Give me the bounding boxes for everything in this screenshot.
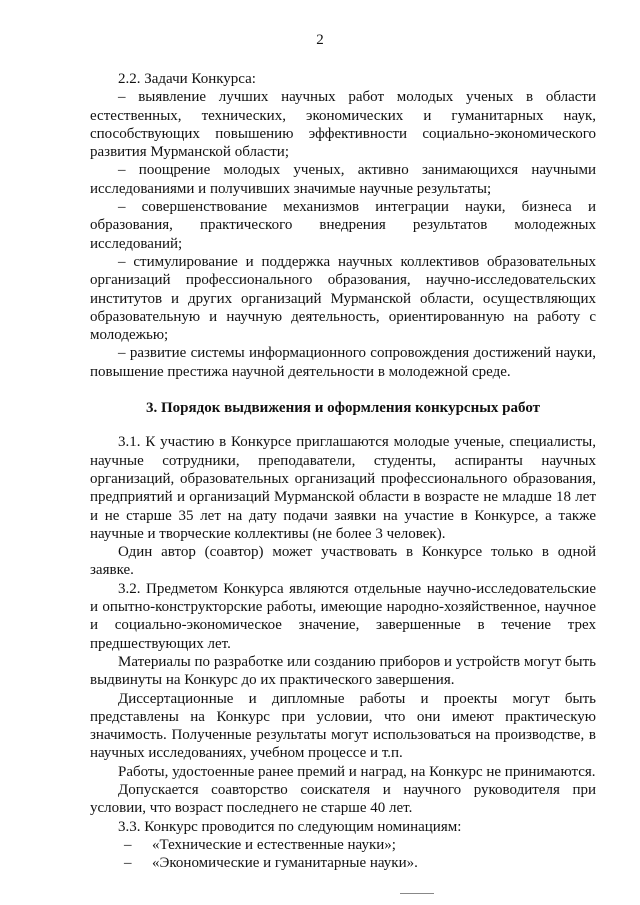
paragraph-materials: Материалы по разработке или созданию приборов и устройств могут быть выдвинуты на Конкурс до их практического завершения. — [90, 653, 596, 689]
footer-mark — [400, 893, 434, 894]
task-item: – стимулирование и поддержка научных коллективов образовательных организаций профессионального образования, научно-исследовательских институтов и других организаций Мурманской области, осуществляющих образовательную и научную деятельность, ориентированную на работу с молодежью; — [90, 253, 596, 344]
paragraph-3-1: 3.1. К участию в Конкурсе приглашаются молодые ученые, специалисты, научные сотрудники, преподаватели, студенты, аспиранты научных организаций, образовательных организаций профессионального образования, предприятий и организаций Мурманской области в возрасте не младше 18 лет и не старше 35 лет на дату подачи заявки на участие в Конкурсе, а также научные и творческие коллективы (не более 3 человек). — [90, 434, 596, 542]
paragraph-coauthorship: Допускается соавторство соискателя и научного руководителя при условии, что возраст последнего не старше 40 лет. — [90, 781, 596, 817]
paragraph-awarded-works: Работы, удостоенные ранее премий и наград, на Конкурс не принимаются. — [118, 763, 596, 780]
nomination-item — [90, 836, 596, 854]
nomination-dash: – — [124, 836, 132, 853]
nomination-text: «Экономические и гуманитарные науки». — [152, 855, 418, 872]
task-item: – поощрение молодых ученых, активно занимающихся научными исследованиями и получивших значимые научные результаты; — [90, 162, 596, 197]
task-item: – выявление лучших научных работ молодых ученых в области естественных, технических, экономических и гуманитарных наук, способствующих повышению эффективности социально-экономического развития Мурманской области; — [90, 89, 596, 161]
paragraph-3-2: 3.2. Предметом Конкурса являются отдельные научно-исследовательские и опытно-конструкторские работы, имеющие народно-хозяйственное, научное и социально-экономическое значение, завершенные в течение трех предшествующих лет. — [90, 580, 596, 652]
paragraph-one-author: Один автор (соавтор) может участвовать в Конкурсе только в одной заявке. — [90, 544, 596, 579]
document-body — [90, 70, 596, 872]
task-item: – развитие системы информационного сопровождения достижений науки, повышение престижа научной деятельности в молодежной среде. — [90, 345, 596, 380]
section-2-2-title: 2.2. Задачи Конкурса: — [118, 71, 256, 87]
paragraph-dissertations: Диссертационные и дипломные работы и проекты могут быть представлены на Конкурс при условии, что они имеют практическую значимость. Полученные результаты могут использоваться на производстве, в научных исследованиях, учебном процессе и т.п. — [90, 690, 596, 762]
nomination-text: «Технические и естественные науки»; — [152, 836, 396, 853]
nomination-item — [90, 854, 596, 872]
page-number: 2 — [316, 32, 324, 48]
task-item: – совершенствование механизмов интеграции науки, бизнеса и образования, практического внедрения результатов молодежных исследований; — [90, 199, 596, 252]
section-3-heading: 3. Порядок выдвижения и оформления конкурсных работ — [146, 400, 540, 417]
paragraph-3-3: 3.3. Конкурс проводится по следующим номинациям: — [118, 818, 462, 835]
nomination-dash: – — [124, 855, 132, 872]
